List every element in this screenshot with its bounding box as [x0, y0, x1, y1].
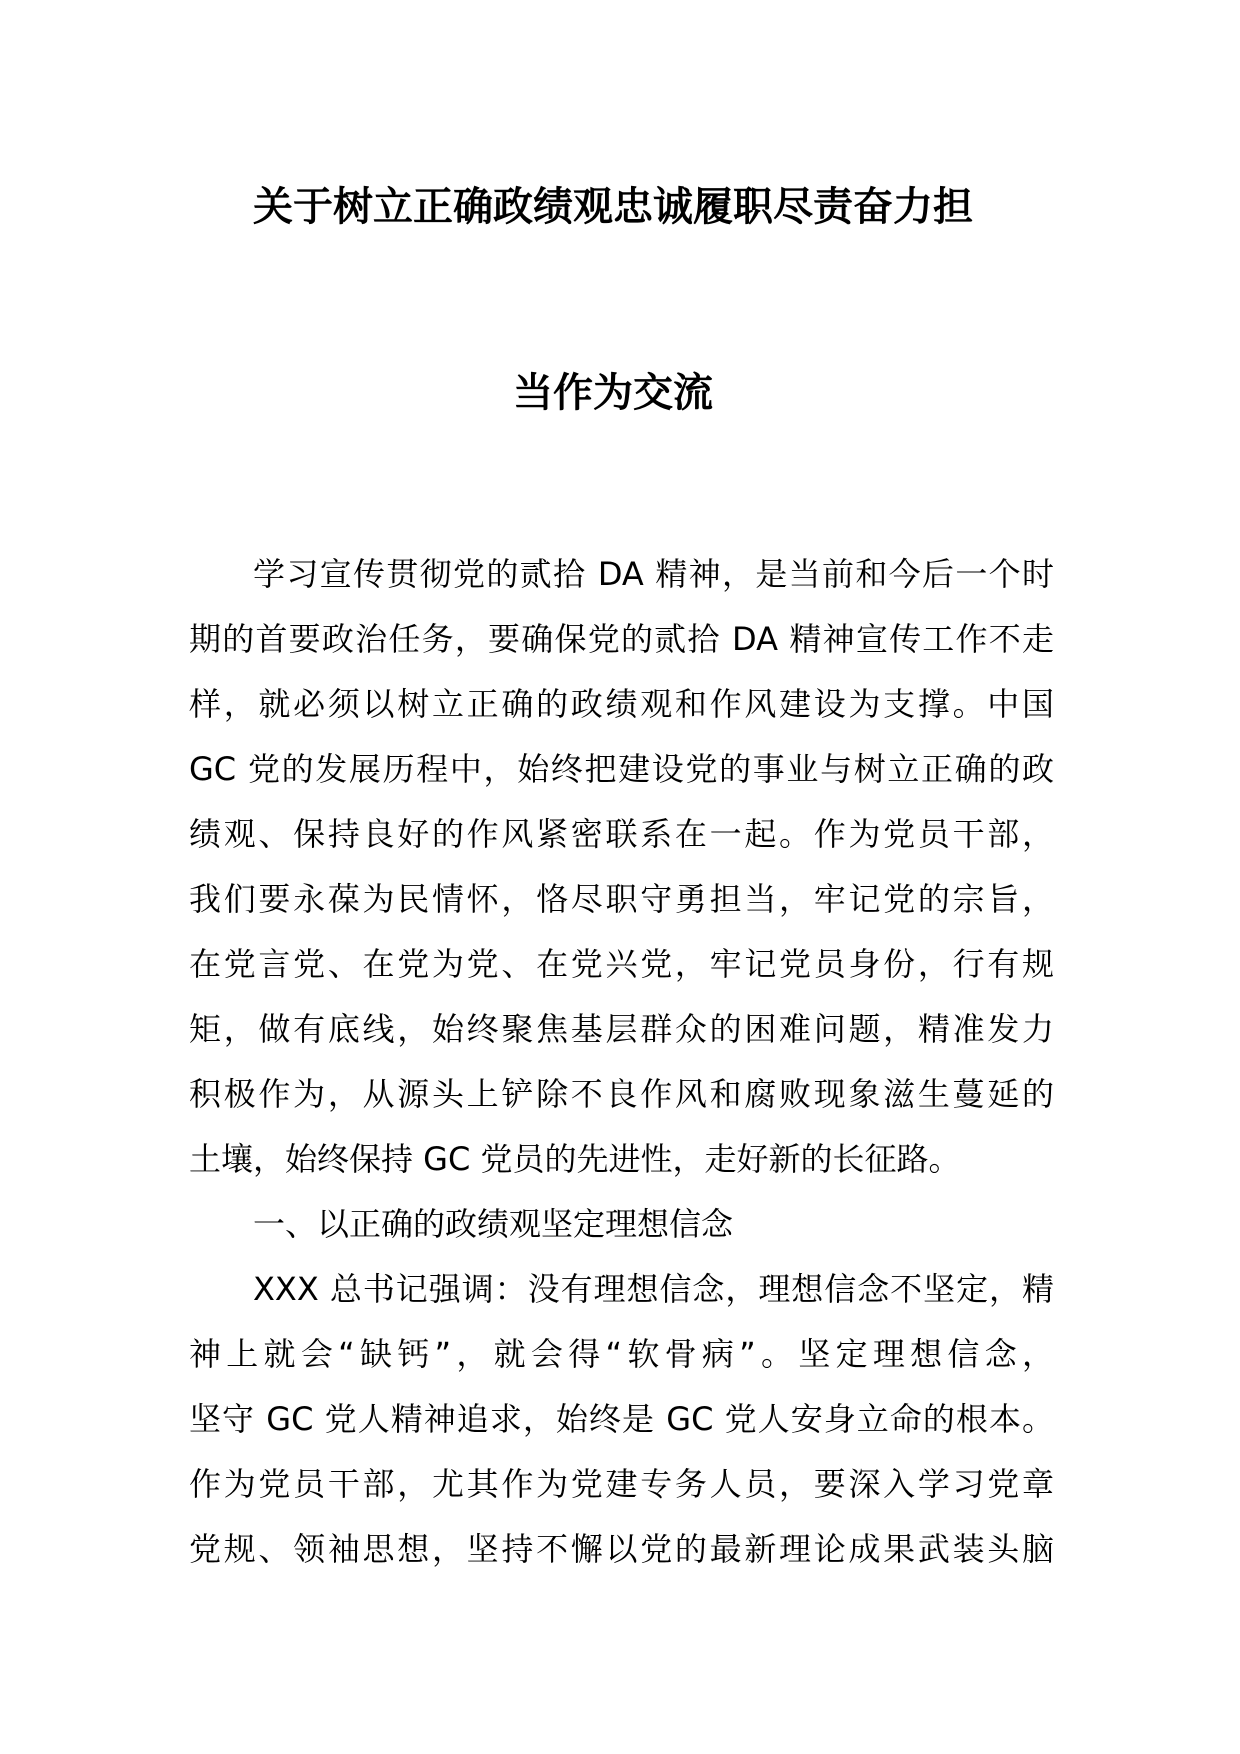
- paragraph-line: 神上就会“缺钙”，就会得“软骨病”。坚定理想信念，: [189, 1335, 1054, 1373]
- paragraph-line: 样，就必须以树立正确的政绩观和作风建设为支撑。中国: [189, 685, 1054, 723]
- paragraph-line: GC 党的发展历程中，始终把建设党的事业与树立正确的政: [189, 750, 1054, 788]
- paragraph-line: 作为党员干部，尤其作为党建专务人员，要深入学习党章: [189, 1465, 1054, 1503]
- paragraph-line: 土壤，始终保持 GC 党员的先进性，走好新的长征路。: [189, 1140, 961, 1178]
- paragraph-line: 在党言党、在党为党、在党兴党，牢记党员身份，行有规: [189, 945, 1054, 983]
- paragraph-line: 积极作为，从源头上铲除不良作风和腐败现象滋生蔓延的: [189, 1075, 1054, 1113]
- paragraph-line: 我们要永葆为民情怀，恪尽职守勇担当，牢记党的宗旨，: [189, 880, 1054, 918]
- paragraph-line: 学习宣传贯彻党的贰拾 DA 精神，是当前和今后一个时: [253, 555, 1054, 593]
- paragraph-line: 矩，做有底线，始终聚焦基层群众的困难问题，精准发力: [189, 1010, 1054, 1048]
- paragraph-line: 期的首要政治任务，要确保党的贰拾 DA 精神宣传工作不走: [189, 620, 1054, 658]
- section-heading: 一、以正确的政绩观坚定理想信念: [253, 1205, 734, 1243]
- paragraph-line: 党规、领袖思想，坚持不懈以党的最新理论成果武装头脑: [189, 1530, 1054, 1568]
- document-title-line-1: 关于树立正确政绩观忠诚履职尽责奋力担: [253, 184, 973, 230]
- paragraph-line: 坚守 GC 党人精神追求，始终是 GC 党人安身立命的根本。: [189, 1400, 1054, 1438]
- paragraph-line: 绩观、保持良好的作风紧密联系在一起。作为党员干部，: [189, 815, 1054, 853]
- document-title-line-2: 当作为交流: [513, 370, 713, 416]
- paragraph-line: XXX 总书记强调：没有理想信念，理想信念不坚定，精: [253, 1270, 1054, 1308]
